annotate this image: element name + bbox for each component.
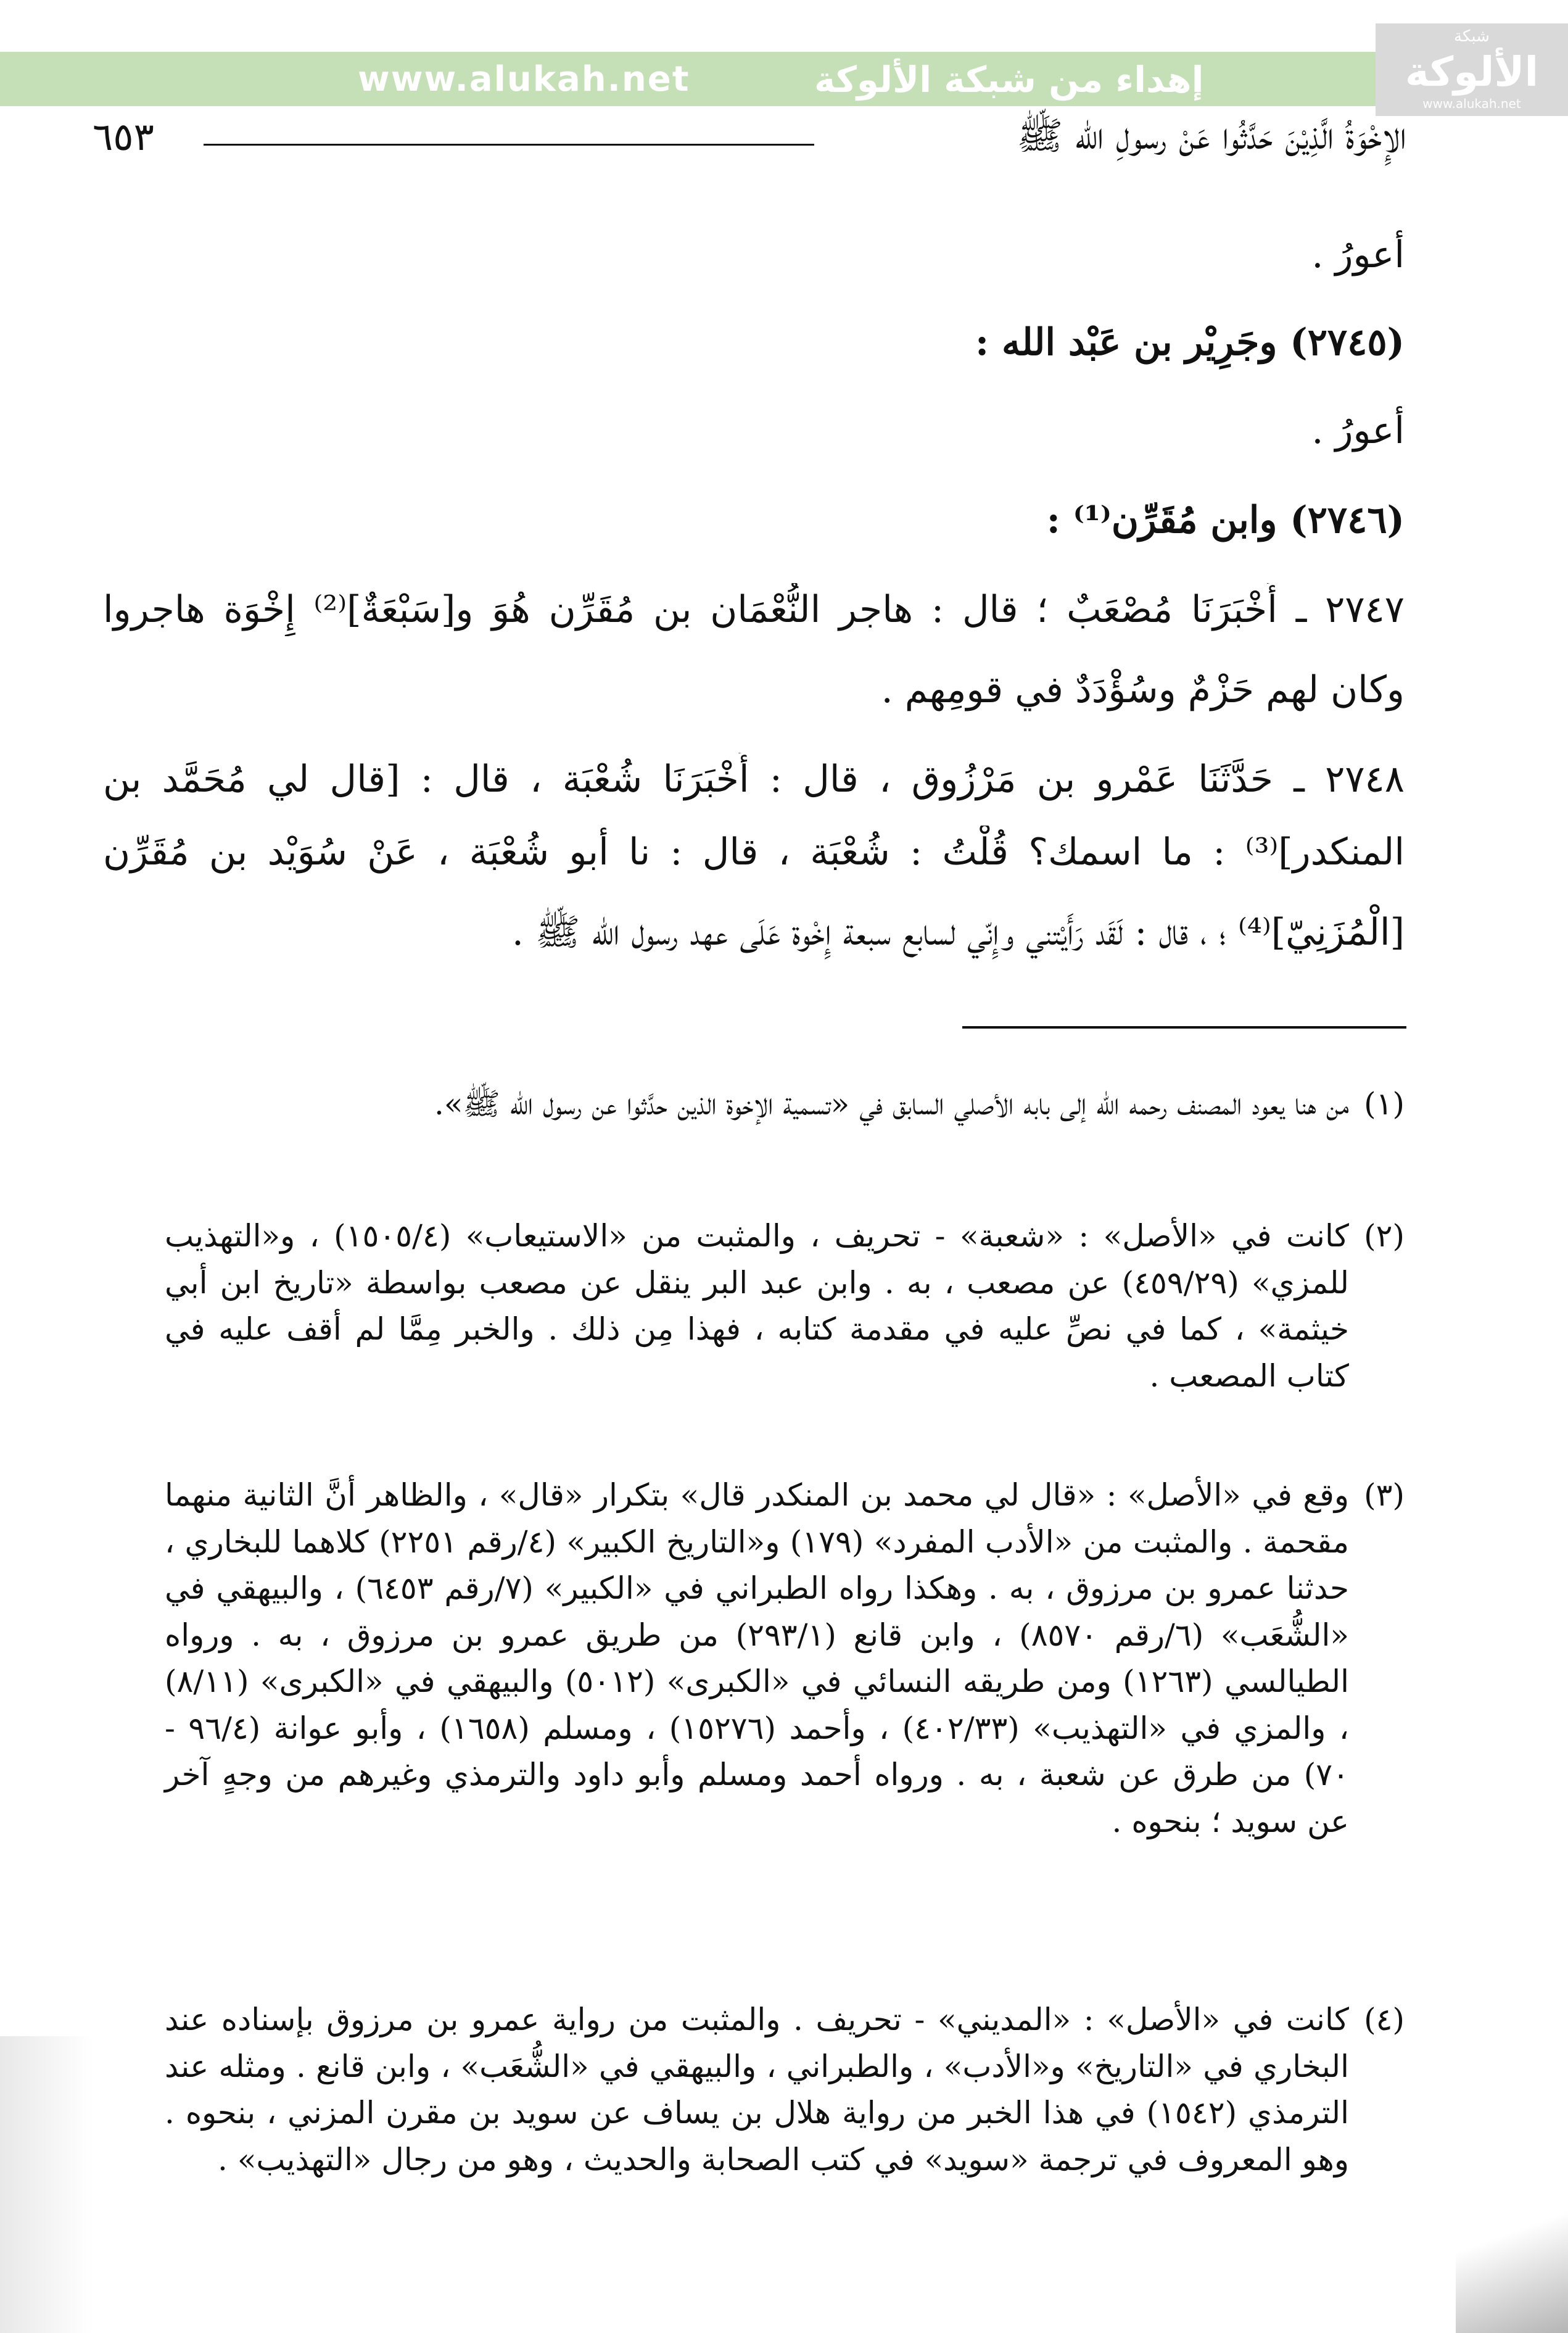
footnote-text: وقع في «الأصل» : «قال لي محمد بن المنكدر قال» بتكرار «قال» ، والظاهر أنَّ الثانية منهما مقحمة . والمثبت من «الأدب المفرد» (١٧٩) و«التاريخ الكبير» (٤/رقم ٢٢٥١) كلاهما للبخاري ، حدثنا عمرو بن مرزوق ، به . وهكذا رواه الطبراني في «الكبير» (٧/رقم ٦٤٥٣) ، والبيهقي في «الشُّعَب» (٦/رقم ٨٥٧٠) ، وابن قانع (٢٩٣/١) من طريق عمرو بن مرزوق ، به . ورواه الطيالسي (١٢٦٣) ومن طريقه النسائي في «الكبرى» (٥٠١٢) والبيهقي في «الكبرى» (٨/١١) ، والمزي في «التهذيب» (٤٠٢/٣٣) ، وأحمد (١٥٢٧٦) ، ومسلم (١٦٥٨) ، وأبو عوانة (٩٦/٤ - ٧٠) من طرق عن شعبة ، به . ورواه أحمد ومسلم وأبو داود والترمذي وغيرهم من وجهٍ آخر عن سويد ؛ بنحوه . [165, 1477, 1350, 1839]
footnote-number: (٣) [1364, 1477, 1405, 1513]
footnote-number: (٤) [1364, 2002, 1405, 2037]
entry-heading-2746: (٢٧٤٦) وابن مُقَرِّن⁽¹⁾ : [1046, 499, 1405, 542]
page-number: ٦٥٣ [93, 114, 154, 159]
entry-heading-2745: (٢٧٤٥) وجَرِيْر بن عَبْد الله : [975, 321, 1405, 364]
running-title: الإِخْوَةُ الَّذِيْنَ حَدَّثُوا عَنْ رسولِ الله ﷺ [1017, 113, 1406, 158]
logo-main-text: الألوكة [1405, 48, 1539, 96]
watermark-url: www.alukah.net [358, 59, 690, 99]
footnote-text: من هنا يعود المصنف رحمه الله إلى بابه الأصلي السابق في «تسمية الإخوة الذين حدَّثوا عن رسول الله ﷺ». [434, 1086, 1349, 1122]
body-line-3: أعورُ . [1311, 409, 1405, 452]
hadith-2748-line-1: ٢٧٤٨ ـ حَدَّثَنَا عَمْرو بن مَرْزُوق ، قال : أَخْبَرَنَا شُعْبَة ، قال : [قال لي مُحَمَّد بن [103, 758, 1405, 801]
hadith-2748-line-3: [الْمُزَنِيّ]⁽⁴⁾ ؛ ، قال : لَقَد رَأَيْتني وإِنّي لسابع سبعة إِخْوة عَلَى عهد رسول الله ﷺ . [511, 911, 1405, 954]
footnote-number: (٢) [1364, 1218, 1405, 1254]
footnote-2 [165, 1213, 1405, 1399]
footnote-text: كانت في «الأصل» : «شعبة» - تحريف ، والمثبت من «الاستيعاب» (١٥٠٥/٤) ، و«التهذيب للمزي» (٤٥٩/٢٩) عن مصعب ، به . وابن عبد البر ينقل عن مصعب بواسطة «تاريخ ابن أبي خيثمة» ، كما في نصِّ عليه في مقدمة كتابه ، فهذا مِن ذلك . والخبر مِمَّا لم أقف عليه في كتاب المصعب . [165, 1218, 1349, 1394]
footnote-text: كانت في «الأصل» : «المديني» - تحريف . والمثبت من رواية عمرو بن مرزوق بإسناده عند البخاري في «التاريخ» و«الأدب» ، والطبراني ، والبيهقي في «الشُّعَب» ، وابن قانع . ومثله عند الترمذي (١٥٤٢) في هذا الخبر من رواية هلال بن يساف عن سويد بن مقرن المزني ، بنحوه . وهو المعروف في ترجمة «سويد» في كتب الصحابة والحديث ، وهو من رجال «التهذيب» . [165, 2002, 1349, 2178]
body-line-1: أعورُ . [1311, 233, 1405, 276]
hadith-2748-line-2: المنكدر]⁽³⁾ : ما اسمك؟ قُلْتُ : شُعْبَة ، قال : نا أبو شُعْبَة ، عَنْ سُوَيْد بن مُقَرِّن [103, 831, 1405, 874]
footnote-4 [165, 1997, 1405, 2183]
page-edge-shadow [0, 2036, 93, 2333]
watermark-gift-text: إهداء من شبكة الألوكة [814, 59, 1204, 101]
logo-sub-text: www.alukah.net [1422, 96, 1521, 111]
hadith-2747-line-2: وكان لهم حَزْمٌ وسُؤْدَدٌ في قومِهم . [881, 668, 1405, 711]
page-corner-shadow [1456, 2172, 1568, 2333]
footnote-separator [962, 1026, 1406, 1029]
footnote-3 [165, 1472, 1405, 1845]
logo-top-text: شبكة [1454, 27, 1490, 46]
footnote-number: (١) [1364, 1086, 1405, 1122]
header-rule [204, 144, 814, 146]
alukah-logo [1376, 23, 1568, 116]
footnote-1 [165, 1081, 1405, 1128]
hadith-2747-line-1: ٢٧٤٧ ـ أَخْبَرَنَا مُصْعَبٌ ؛ قال : هاجر النُّعْمَان بن مُقَرِّن هُوَ و[سَبْعَةٌ]⁽²⁾ إِخْوَة هاجروا [103, 588, 1405, 631]
